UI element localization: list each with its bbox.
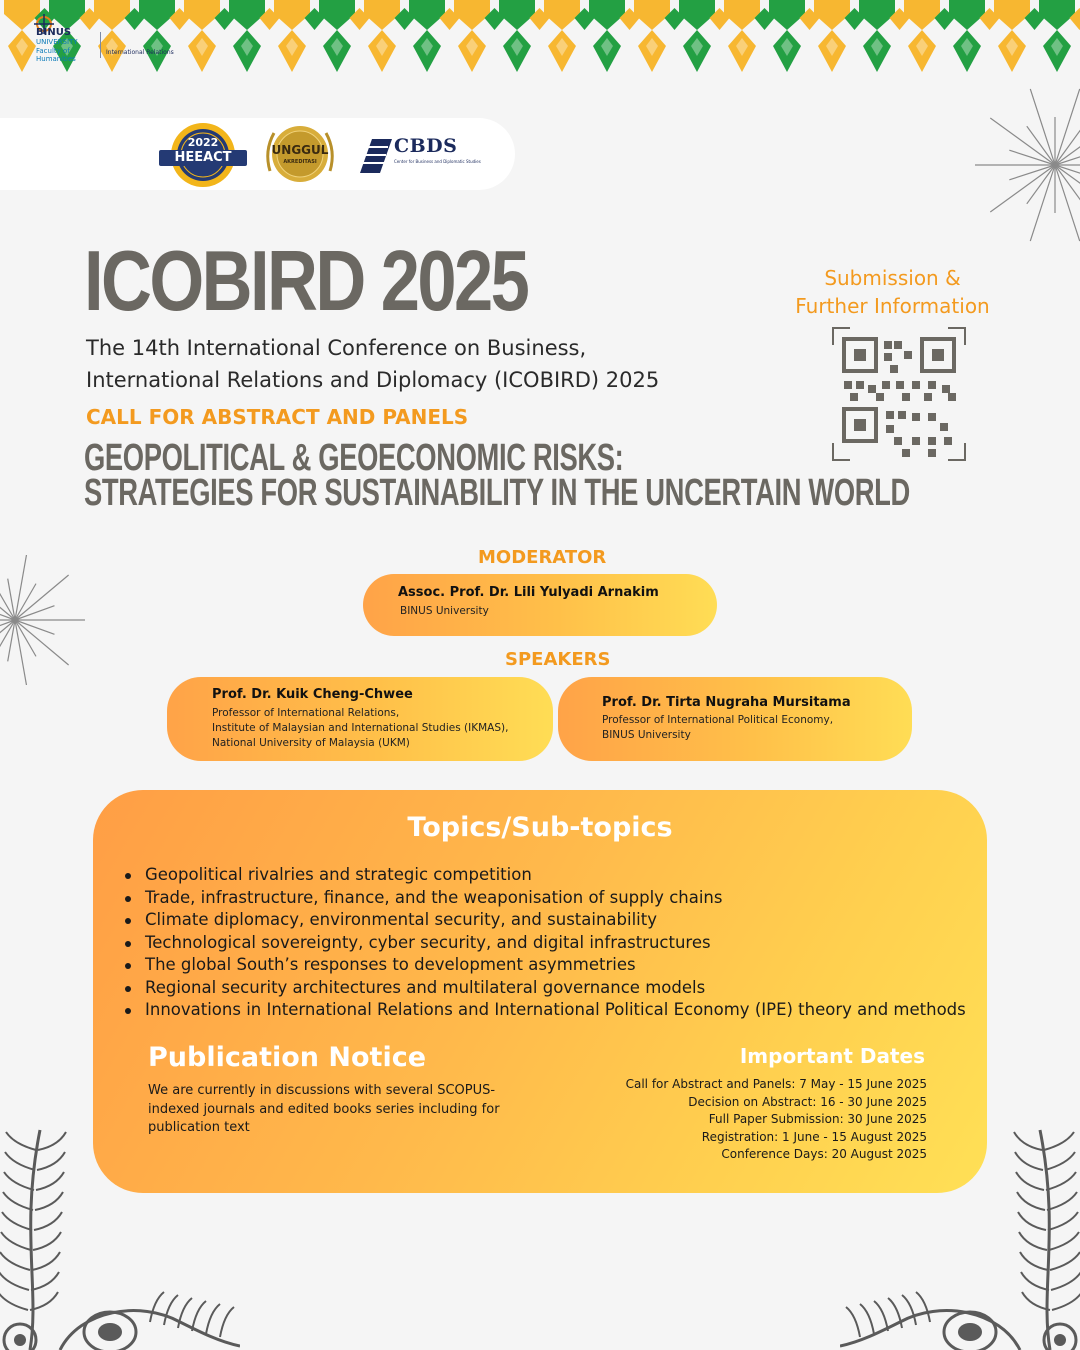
- publication-text: We are currently in discussions with several SCOPUS-indexed journals and edited books series including for publication text: [148, 1083, 500, 1135]
- border-pendant: [904, 0, 940, 72]
- qr-module: [948, 393, 956, 401]
- qr-bracket: [832, 327, 850, 345]
- binus-department: International Relations: [106, 49, 174, 56]
- qr-module: [882, 381, 890, 389]
- star-ray: [15, 620, 54, 634]
- star-ray: [1055, 126, 1080, 165]
- qr-finder-center: [854, 349, 866, 361]
- theme-line-1: GEOPOLITICAL & GEOECONOMIC RISKS:: [84, 437, 624, 479]
- border-pendant: [364, 0, 400, 72]
- decorative-top-border: [0, 0, 1080, 75]
- star-ray: [1055, 89, 1080, 165]
- unggul-word: UNGGUL: [271, 143, 329, 157]
- star-ray: [1027, 165, 1055, 204]
- qr-module: [868, 385, 876, 393]
- border-pendant: [1039, 0, 1075, 72]
- speakers-heading: SPEAKERS: [505, 649, 611, 670]
- qr-module: [944, 437, 952, 445]
- starburst-decoration: [950, 85, 1080, 260]
- topic-text: Regional security architectures and multilateral governance models: [145, 977, 706, 997]
- qr-module: [856, 381, 864, 389]
- border-pendant: [499, 0, 535, 72]
- star-ray: [15, 575, 69, 620]
- heeact-seal: [153, 122, 253, 188]
- star-ray: [0, 620, 15, 681]
- border-pendant: [229, 0, 265, 72]
- speaker-affiliation-line: National University of Malaysia (UKM): [212, 737, 410, 749]
- qr-module: [912, 413, 920, 421]
- qr-bracket: [948, 327, 966, 345]
- star-ray: [15, 620, 69, 665]
- theme-line-2: STRATEGIES FOR SUSTAINABILITY IN THE UNCERTAIN WORLD: [84, 472, 910, 514]
- star-ray: [1055, 165, 1080, 241]
- bullet-icon: [125, 896, 131, 902]
- star-ray: [15, 606, 54, 620]
- border-pendant: [319, 0, 355, 72]
- qr-module: [886, 425, 894, 433]
- topics-heading: Topics/Sub-topics: [407, 812, 673, 843]
- list-item: [145, 864, 966, 887]
- moderator-heading: MODERATOR: [478, 547, 607, 568]
- submission-label: Submission & Further Information: [795, 266, 990, 318]
- qr-module: [844, 381, 852, 389]
- topic-text: Climate diplomacy, environmental security, and sustainability: [145, 910, 657, 929]
- batik-corner-ornament: [840, 1110, 1080, 1350]
- qr-module: [924, 393, 932, 401]
- border-pendant: [949, 0, 985, 72]
- border-pendant: [814, 0, 850, 72]
- batik-plant: [0, 1130, 240, 1350]
- border-pendant: [589, 0, 625, 72]
- border-pendant: [679, 0, 715, 72]
- moderator-affiliation: BINUS University: [400, 605, 489, 617]
- cbds-name: CBDS: [394, 135, 458, 157]
- bullet-icon: [125, 873, 131, 879]
- heeact-name: HEEACT: [159, 150, 247, 166]
- unggul-accreditation-seal: [260, 121, 340, 189]
- topic-text: The global South’s responses to development asymmetries: [145, 955, 636, 974]
- qr-finder-center: [854, 419, 866, 431]
- star-ray: [1030, 165, 1055, 241]
- border-pendant: [454, 0, 490, 72]
- list-item: [145, 977, 966, 1000]
- star-ray: [990, 118, 1055, 165]
- star-ray: [1055, 165, 1080, 204]
- border-pendant: [724, 0, 760, 72]
- topic-text: Trade, infrastructure, finance, and the weaponisation of supply chains: [145, 887, 723, 907]
- speaker-name: Prof. Dr. Kuik Cheng-Chwee: [212, 687, 413, 702]
- bullet-icon: [125, 918, 131, 924]
- cbds-logo: [358, 135, 508, 179]
- moderator-card: [363, 574, 717, 636]
- star-ray: [1009, 165, 1055, 180]
- qr-module: [886, 411, 894, 419]
- qr-module: [876, 393, 884, 401]
- speaker-card: [167, 677, 553, 761]
- star-ray: [1009, 150, 1055, 165]
- bullet-icon: [125, 963, 131, 969]
- list-item: [145, 932, 966, 955]
- logo-divider: [100, 32, 101, 58]
- batik-corner-ornament: [0, 1110, 240, 1350]
- star-ray: [990, 165, 1055, 212]
- qr-module: [912, 381, 920, 389]
- speaker-name: Prof. Dr. Tirta Nugraha Mursitama: [602, 695, 851, 710]
- qr-module: [896, 381, 904, 389]
- qr-module: [898, 411, 906, 419]
- bullet-icon: [125, 986, 131, 992]
- list-item: [145, 887, 966, 910]
- qr-bracket: [832, 443, 850, 461]
- border-pendant: [769, 0, 805, 72]
- list-item: [145, 999, 966, 1022]
- cbds-subtitle: Center for Business and Diplomatic Studies: [394, 159, 481, 164]
- binus-logo: [16, 14, 174, 63]
- qr-module: [884, 353, 892, 361]
- qr-module: [942, 385, 950, 393]
- cbds-emblem-icon: [358, 137, 392, 175]
- speaker-card: [558, 677, 912, 761]
- binus-name: BINUS: [36, 27, 72, 38]
- qr-module: [902, 449, 910, 457]
- border-pendant: [859, 0, 895, 72]
- publication-heading: Publication Notice: [148, 1042, 427, 1073]
- bullet-icon: [125, 1008, 131, 1014]
- date-item: Registration: 1 June - 15 August 2025: [701, 1129, 927, 1144]
- date-item: Full Paper Submission: 30 June 2025: [708, 1112, 927, 1126]
- bullet-icon: [125, 941, 131, 947]
- qr-module: [902, 393, 910, 401]
- qr-module: [850, 393, 858, 401]
- batik-plant: [840, 1130, 1080, 1350]
- starburst-decoration: [0, 555, 95, 685]
- list-item: [145, 954, 966, 977]
- speaker-affiliation-line: Institute of Malaysian and International Studies (IKMAS),: [212, 722, 509, 734]
- star-ray: [0, 559, 15, 620]
- border-pendant: [634, 0, 670, 72]
- border-pendant: [184, 0, 220, 72]
- date-item: Conference Days: 20 August 2025: [721, 1147, 927, 1161]
- topics-list: [145, 864, 966, 1022]
- qr-module: [894, 341, 902, 349]
- topic-text: Geopolitical rivalries and strategic competition: [145, 865, 532, 884]
- qr-module: [928, 381, 936, 389]
- binus-faculty: Faculty of Humanities: [36, 47, 76, 63]
- speaker-affiliation-line: BINUS University: [602, 729, 691, 741]
- list-item: [145, 909, 966, 932]
- qr-module: [912, 437, 920, 445]
- qr-code-icon[interactable]: [832, 327, 966, 461]
- qr-module: [940, 423, 948, 431]
- border-pendant: [409, 0, 445, 72]
- binus-university: UNIVERSITY: [36, 38, 78, 46]
- speaker-affiliation-line: Professor of International Political Economy,: [602, 714, 834, 726]
- date-item: Call for Abstract and Panels: 7 May - 15 June 2025: [625, 1077, 927, 1091]
- unggul-sub: AKREDITASI: [283, 159, 317, 165]
- conference-title: ICOBIRD 2025: [84, 234, 528, 329]
- heeact-year: 2022: [187, 136, 219, 149]
- border-pendant: [544, 0, 580, 72]
- qr-bracket: [948, 443, 966, 461]
- qr-module: [890, 365, 898, 373]
- conference-subtitle: The 14th International Conference on Business, International Relations and Diplomacy (ICOBIRD) 2025: [86, 336, 660, 392]
- qr-module: [884, 341, 892, 349]
- important-dates-heading: Important Dates: [739, 1044, 925, 1068]
- date-item: Decision on Abstract: 16 - 30 June 2025: [688, 1094, 927, 1109]
- border-pendant: [274, 0, 310, 72]
- speaker-affiliation-line: Professor of International Relations,: [212, 707, 400, 719]
- call-for-abstract-label: CALL FOR ABSTRACT AND PANELS: [86, 405, 469, 429]
- star-ray: [1030, 89, 1055, 165]
- qr-module: [904, 351, 912, 359]
- qr-module: [928, 413, 936, 421]
- star-ray: [1027, 126, 1055, 165]
- qr-module: [928, 449, 936, 457]
- moderator-name: Assoc. Prof. Dr. Lili Yulyadi Arnakim: [398, 585, 659, 600]
- qr-finder-center: [932, 349, 944, 361]
- qr-module: [894, 437, 902, 445]
- qr-module: [928, 437, 936, 445]
- topic-text: Innovations in International Relations and International Political Economy (IPE) theory and methods: [145, 1000, 966, 1019]
- topic-text: Technological sovereignty, cyber security, and digital infrastructures: [145, 932, 711, 952]
- border-pendant: [994, 0, 1030, 72]
